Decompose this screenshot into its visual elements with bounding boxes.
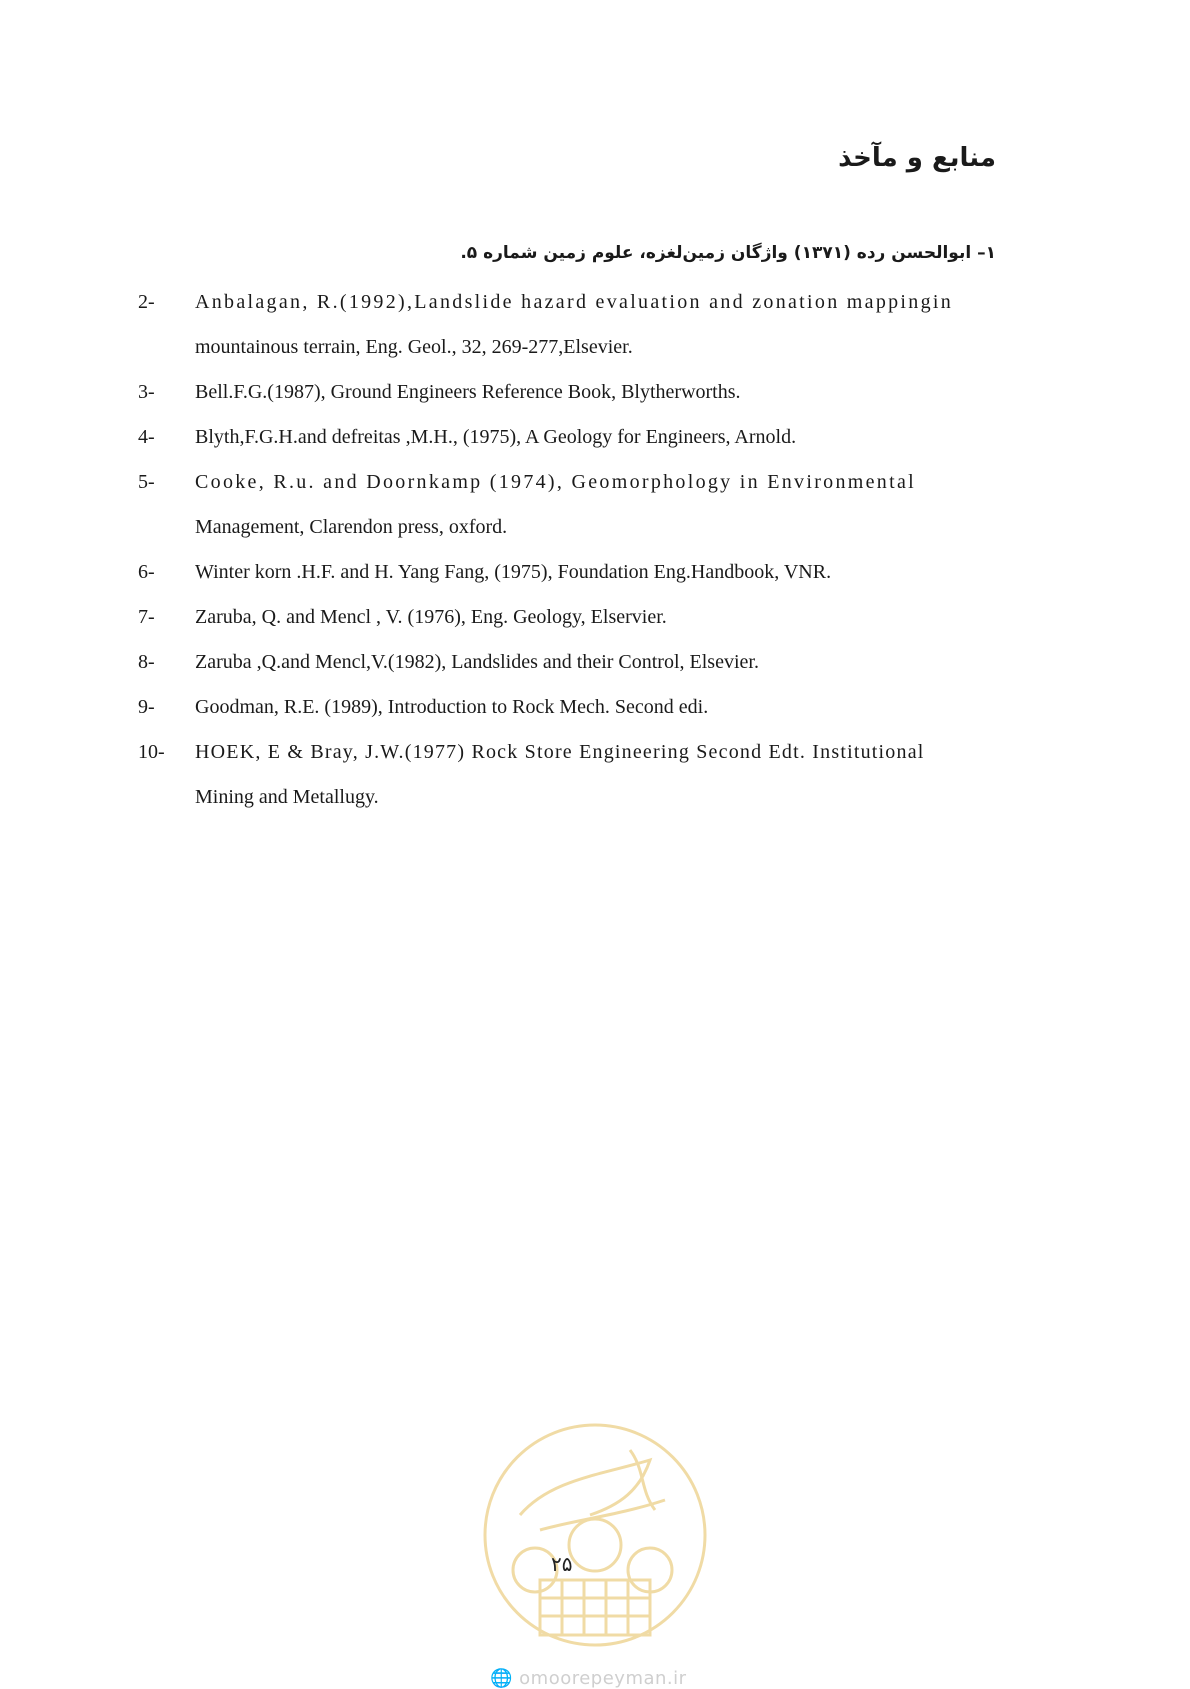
reference-list: [138, 280, 998, 820]
reference-text-line-2: Mining and Metallugy.: [195, 786, 379, 808]
reference-text-line-1: Anbalagan, R.(1992),Landslide hazard evaluation and zonation mappingin: [195, 291, 954, 313]
reference-text-line-1: Winter korn .H.F. and H. Yang Fang, (1975), Foundation Eng.Handbook, VNR.: [195, 561, 832, 583]
watermark-url-text: omoorepeyman.ir: [519, 1668, 687, 1689]
reference-text-line-1: Goodman, R.E. (1989), Introduction to Rock Mech. Second edi.: [195, 696, 709, 718]
reference-number: 2-: [138, 291, 155, 313]
reference-number: 6-: [138, 561, 155, 583]
reference-text-line-1: Blyth,F.G.H.and defreitas ,M.H., (1975), A Geology for Engineers, Arnold.: [195, 426, 797, 448]
reference-number: 3-: [138, 381, 155, 403]
reference-text-line-2: mountainous terrain, Eng. Geol., 32, 269-277,Elsevier.: [195, 336, 633, 358]
reference-text-line-1: Bell.F.G.(1987), Ground Engineers Reference Book, Blytherworths.: [195, 381, 741, 403]
reference-number: 4-: [138, 426, 155, 448]
reference-item-5: [138, 460, 998, 550]
reference-number: 7-: [138, 606, 155, 628]
reference-item-7: [138, 595, 998, 640]
reference-text: ابوالحسن رده (۱۳۷۱) واژگان زمین‌لغزه، علوم زمین شماره ۵.: [460, 243, 972, 263]
reference-text-line-2: Management, Clarendon press, oxford.: [195, 516, 508, 538]
reference-number: 8-: [138, 651, 155, 673]
page-number: ۲۵: [551, 1552, 573, 1576]
reference-text-line-1: Cooke, R.u. and Doornkamp (1974), Geomorphology in Environmental: [195, 471, 916, 493]
reference-number: 5-: [138, 471, 155, 493]
reference-item-3: [138, 370, 998, 415]
reference-item-2: [138, 280, 998, 370]
globe-icon: 🌐: [490, 1668, 513, 1689]
reference-number: 9-: [138, 696, 155, 718]
reference-item-4: [138, 415, 998, 460]
reference-item-9: [138, 685, 998, 730]
watermark-logo-icon: [480, 1420, 710, 1650]
reference-number: ۱–: [977, 243, 996, 263]
reference-text-line-1: Zaruba ,Q.and Mencl,V.(1982), Landslides and their Control, Elsevier.: [195, 651, 759, 673]
reference-number: 10-: [138, 741, 165, 763]
reference-text-line-1: Zaruba, Q. and Mencl , V. (1976), Eng. Geology, Elservier.: [195, 606, 667, 628]
reference-item-1: [460, 243, 996, 263]
reference-item-10: [138, 730, 998, 820]
page-title: منابع و مآخذ: [838, 143, 996, 173]
reference-text-line-1: HOEK, E & Bray, J.W.(1977) Rock Store Engineering Second Edt. Institutional: [195, 741, 925, 763]
reference-item-8: [138, 640, 998, 685]
watermark-url: [490, 1668, 687, 1689]
reference-item-6: [138, 550, 998, 595]
